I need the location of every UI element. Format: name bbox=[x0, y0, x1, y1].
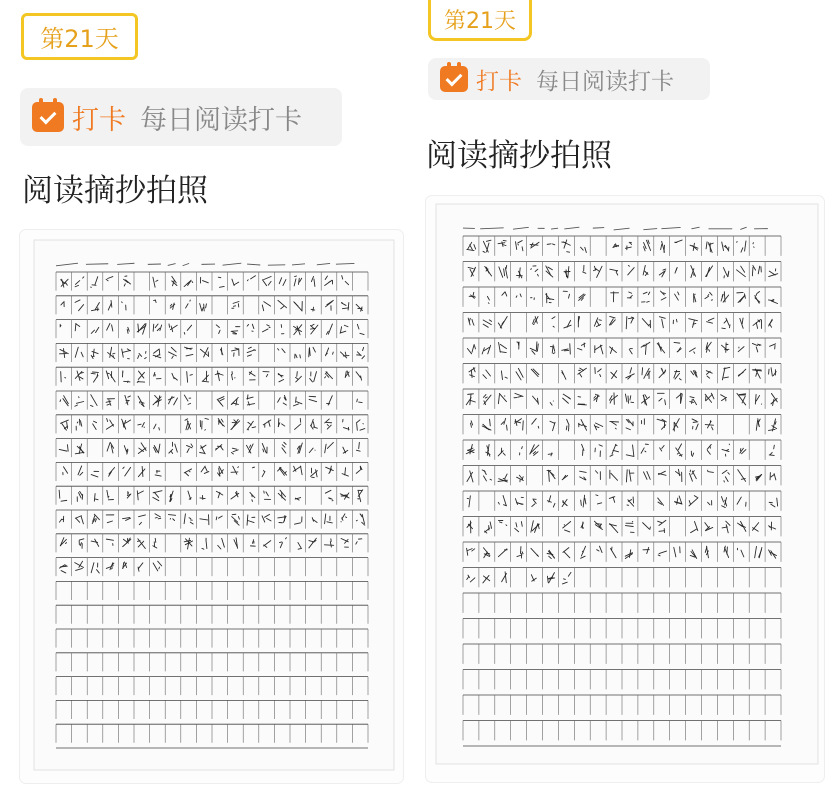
post-caption: 阅读摘抄拍照 bbox=[426, 138, 612, 174]
checkin-activity-name: 每日阅读打卡 bbox=[140, 104, 302, 136]
day-badge: 第21天 bbox=[428, 0, 532, 41]
checkin-chip[interactable] bbox=[20, 88, 342, 146]
calendar-check-icon bbox=[440, 66, 468, 92]
post-photo[interactable] bbox=[20, 230, 403, 783]
checkin-label: 打卡 bbox=[72, 104, 126, 136]
checkin-label: 打卡 bbox=[476, 68, 522, 95]
checkin-activity-name: 每日阅读打卡 bbox=[536, 68, 674, 95]
checkin-chip[interactable] bbox=[428, 58, 710, 100]
handwriting-grid-sheet-image bbox=[426, 196, 824, 782]
post-card-right[interactable] bbox=[418, 0, 835, 806]
post-card-left[interactable] bbox=[0, 0, 410, 806]
post-caption: 阅读摘抄拍照 bbox=[22, 173, 208, 209]
day-badge: 第21天 bbox=[21, 13, 138, 60]
calendar-check-icon bbox=[32, 102, 64, 132]
handwriting-grid-sheet-image bbox=[20, 230, 403, 783]
post-photo[interactable] bbox=[426, 196, 824, 782]
